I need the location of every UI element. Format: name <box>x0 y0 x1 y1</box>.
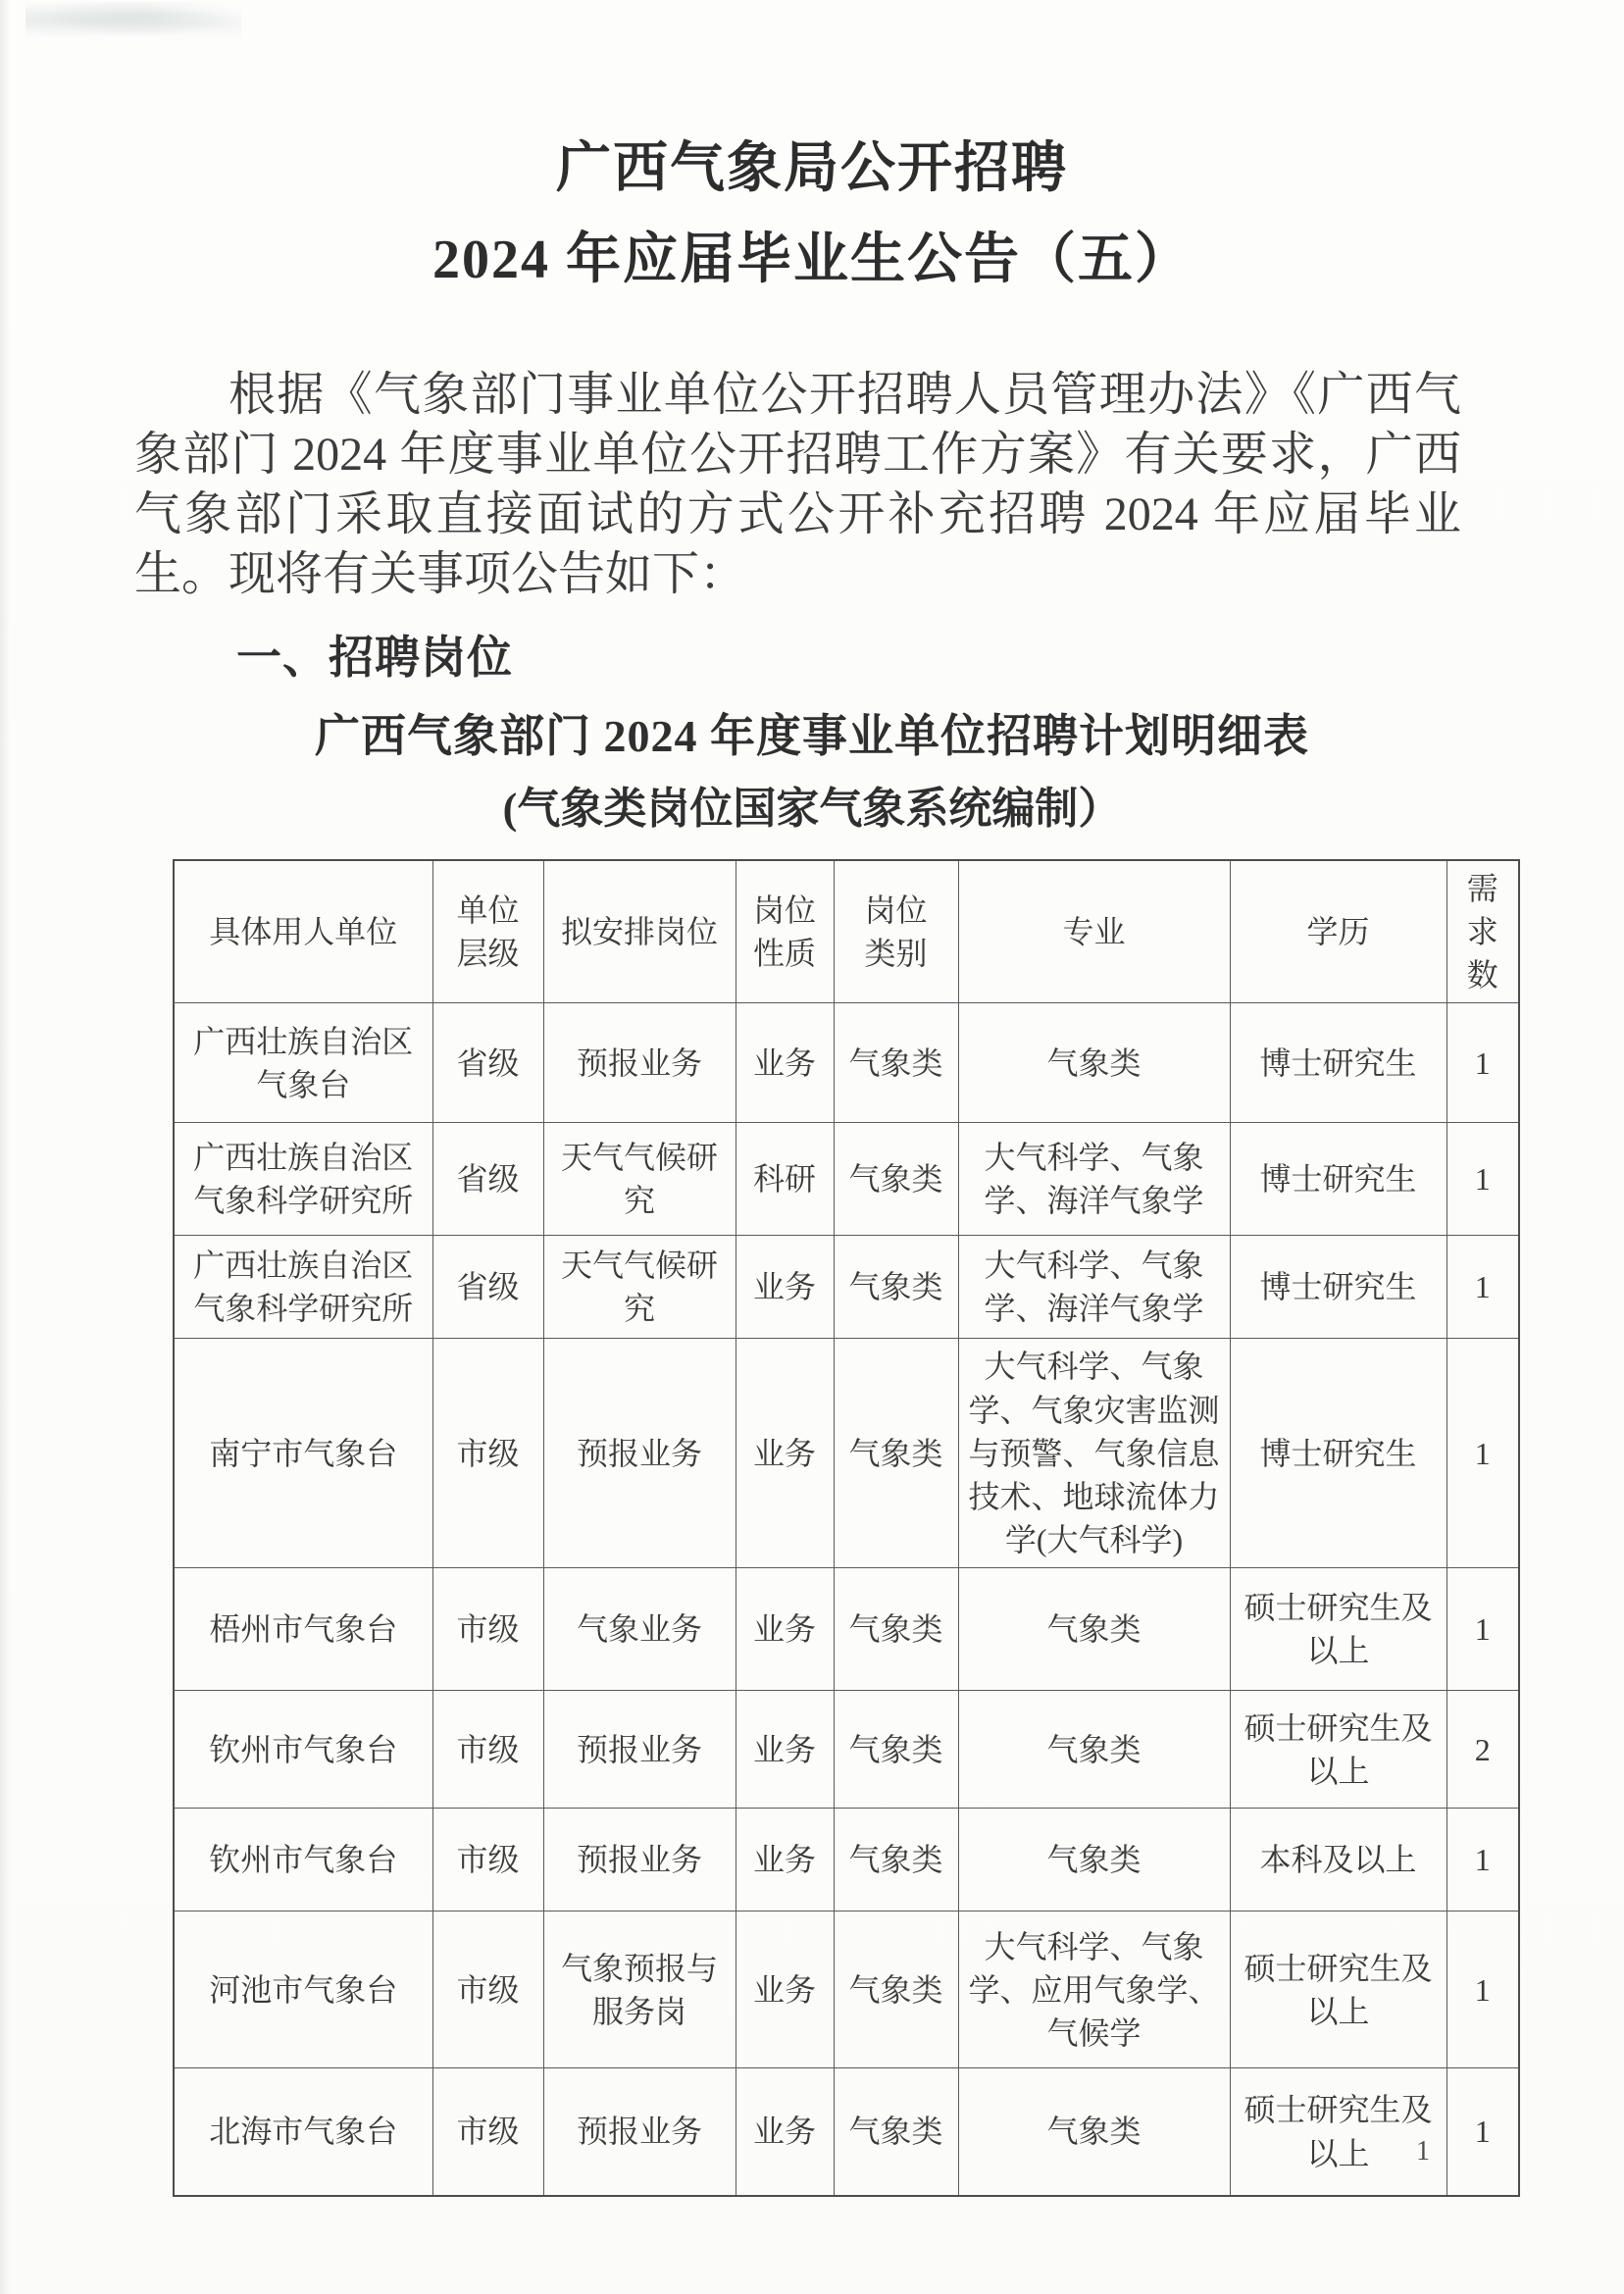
table-cell: 业务 <box>736 1003 834 1123</box>
table-cell: 1 <box>1446 1123 1519 1236</box>
table-cell: 气象类 <box>958 2068 1230 2196</box>
table-cell: 广西壮族自治区气象科学研究所 <box>174 1123 432 1236</box>
table-cell: 硕士研究生及以上 <box>1230 1691 1446 1809</box>
table-cell: 气象类 <box>958 1568 1230 1691</box>
column-header: 岗位类别 <box>834 860 958 1003</box>
table-cell: 预报业务 <box>543 1809 736 1912</box>
table-cell: 大气科学、气象学、气象灾害监测与预警、气象信息技术、地球流体力学(大气科学) <box>958 1339 1230 1568</box>
table-cell: 气象类 <box>958 1003 1230 1123</box>
table-cell: 北海市气象台 <box>174 2068 432 2196</box>
table-cell: 气象类 <box>958 1691 1230 1809</box>
table-header-row <box>174 860 1519 1003</box>
column-header: 需求数 <box>1446 860 1519 1003</box>
column-header: 学历 <box>1230 860 1446 1003</box>
table-cell: 气象类 <box>834 1912 958 2068</box>
table-cell: 博士研究生 <box>1230 1236 1446 1339</box>
table-cell: 梧州市气象台 <box>174 1568 432 1691</box>
table-row <box>174 1236 1519 1339</box>
table-cell: 博士研究生 <box>1230 1123 1446 1236</box>
table-cell: 市级 <box>432 1809 543 1912</box>
recruitment-plan-table <box>173 859 1520 2197</box>
column-header: 岗位性质 <box>736 860 834 1003</box>
table-cell: 业务 <box>736 1339 834 1568</box>
table-cell: 河池市气象台 <box>174 1912 432 2068</box>
table-cell: 气象类 <box>834 2068 958 2196</box>
table-row <box>174 1568 1519 1691</box>
table-cell: 博士研究生 <box>1230 1339 1446 1568</box>
table-cell: 业务 <box>736 1809 834 1912</box>
table-cell: 广西壮族自治区气象科学研究所 <box>174 1236 432 1339</box>
table-cell: 1 <box>1446 1236 1519 1339</box>
table-cell: 气象类 <box>834 1123 958 1236</box>
table-row <box>174 2068 1519 2196</box>
table-cell: 硕士研究生及以上 <box>1230 2068 1446 2196</box>
table-cell: 市级 <box>432 1339 543 1568</box>
table-cell: 省级 <box>432 1236 543 1339</box>
table-cell: 省级 <box>432 1003 543 1123</box>
table-head <box>174 860 1519 1003</box>
scan-edge-shadow <box>0 0 10 2294</box>
table-cell: 气象类 <box>834 1809 958 1912</box>
table-cell: 1 <box>1446 1003 1519 1123</box>
title-line-2: 2024 年应届毕业生公告（五） <box>432 229 1192 290</box>
table-cell: 大气科学、气象学、应用气象学、气候学 <box>958 1912 1230 2068</box>
table-title: 广西气象部门 2024 年度事业单位招聘计划明细表 <box>315 711 1309 761</box>
table-cell: 业务 <box>736 1568 834 1691</box>
table-cell: 气象类 <box>958 1809 1230 1912</box>
table-cell: 气象类 <box>834 1339 958 1568</box>
table-cell: 预报业务 <box>543 2068 736 2196</box>
table-cell: 钦州市气象台 <box>174 1691 432 1809</box>
intro-paragraph: 根据《气象部门事业单位公开招聘人员管理办法》《广西气象部门 2024 年度事业单位公开招聘工作方案》有关要求，广西气象部门采取直接面试的方式公开补充招聘 2024 年应届毕业生。现将有关事项公告如下： <box>134 369 1461 600</box>
table-cell: 省级 <box>432 1123 543 1236</box>
document-title <box>0 0 1624 306</box>
table-cell: 大气科学、气象学、海洋气象学 <box>958 1123 1230 1236</box>
table-cell: 钦州市气象台 <box>174 1809 432 1912</box>
table-cell: 科研 <box>736 1123 834 1236</box>
table-cell: 天气气候研究 <box>543 1123 736 1236</box>
table-row <box>174 1912 1519 2068</box>
table-cell: 气象类 <box>834 1568 958 1691</box>
table-cell: 南宁市气象台 <box>174 1339 432 1568</box>
table-cell: 1 <box>1446 1809 1519 1912</box>
column-header: 专业 <box>958 860 1230 1003</box>
table-cell: 市级 <box>432 2068 543 2196</box>
table-cell: 2 <box>1446 1691 1519 1809</box>
table-row <box>174 1691 1519 1809</box>
table-cell: 天气气候研究 <box>543 1236 736 1339</box>
table-cell: 大气科学、气象学、海洋气象学 <box>958 1236 1230 1339</box>
table-cell: 本科及以上 <box>1230 1809 1446 1912</box>
table-cell: 市级 <box>432 1912 543 2068</box>
column-header: 具体用人单位 <box>174 860 432 1003</box>
table-cell: 业务 <box>736 1236 834 1339</box>
table-cell: 预报业务 <box>543 1339 736 1568</box>
table-cell: 1 <box>1446 2068 1519 2196</box>
table-cell: 硕士研究生及以上 <box>1230 1912 1446 2068</box>
section-heading-recruitment-posts: 一、招聘岗位 <box>236 633 513 683</box>
title-line-1: 广西气象局公开招聘 <box>556 138 1068 199</box>
column-header: 单位层级 <box>432 860 543 1003</box>
table-cell: 业务 <box>736 2068 834 2196</box>
table-cell: 预报业务 <box>543 1003 736 1123</box>
table-cell: 硕士研究生及以上 <box>1230 1568 1446 1691</box>
table-row <box>174 1809 1519 1912</box>
table-cell: 气象预报与服务岗 <box>543 1912 736 2068</box>
scan-artifact <box>25 2 241 41</box>
table-cell: 业务 <box>736 1912 834 2068</box>
table-cell: 业务 <box>736 1691 834 1809</box>
table-row <box>174 1003 1519 1123</box>
table-cell: 1 <box>1446 1912 1519 2068</box>
column-header: 拟安排岗位 <box>543 860 736 1003</box>
table-cell: 博士研究生 <box>1230 1003 1446 1123</box>
table-cell: 1 <box>1446 1568 1519 1691</box>
table-cell: 广西壮族自治区气象台 <box>174 1003 432 1123</box>
table-row <box>174 1339 1519 1568</box>
table-cell: 气象类 <box>834 1236 958 1339</box>
table-cell: 1 <box>1446 1339 1519 1568</box>
table-body <box>174 1003 1519 2196</box>
table-row <box>174 1123 1519 1236</box>
page-number: 1 <box>1416 2136 1430 2167</box>
table-subtitle: (气象类岗位国家气象系统编制） <box>502 785 1122 833</box>
table-cell: 预报业务 <box>543 1691 736 1809</box>
table-cell: 气象类 <box>834 1003 958 1123</box>
table-cell: 市级 <box>432 1691 543 1809</box>
table-cell: 气象业务 <box>543 1568 736 1691</box>
table-cell: 气象类 <box>834 1691 958 1809</box>
table-cell: 市级 <box>432 1568 543 1691</box>
